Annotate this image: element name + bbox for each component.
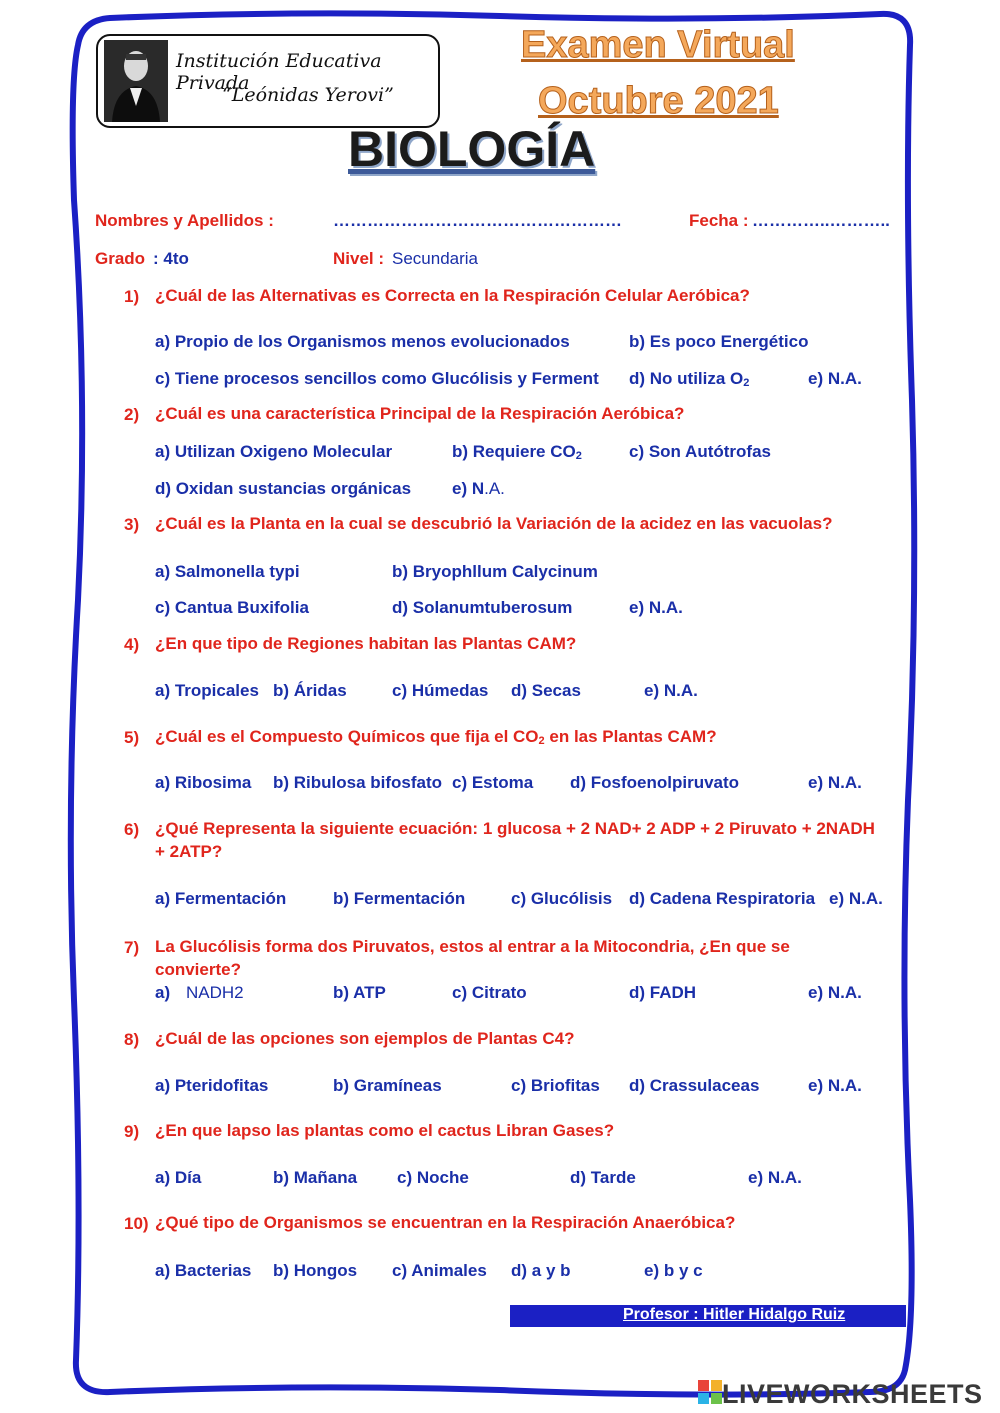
option-a[interactable]: a) Propio de los Organismos menos evolucionados [155, 332, 570, 351]
question-text: ¿Cuál es una característica Principal de la Respiración Aeróbica? [155, 404, 685, 423]
grade-value: : 4to [153, 249, 189, 268]
option-a[interactable]: a) Día [155, 1168, 202, 1187]
option-a-text[interactable]: NADH2 [186, 983, 244, 1002]
date-label: Fecha : [689, 211, 749, 230]
question-text [155, 725, 875, 753]
question-number: 1) [124, 287, 140, 306]
option-b[interactable]: b) Bryophllum Calycinum [392, 562, 598, 581]
option-c[interactable]: c) Glucólisis [511, 889, 613, 908]
exam-title: Examen Virtual [521, 24, 795, 66]
option-d[interactable]: d) Solanumtuberosum [392, 598, 573, 617]
option-c[interactable]: c) Animales [392, 1261, 487, 1280]
subscript: 2 [743, 377, 750, 389]
option-a[interactable]: a) Fermentación [155, 889, 287, 908]
institution-subname: “Leónidas Yerovi” [222, 84, 394, 106]
option-d[interactable] [629, 369, 749, 389]
question-number: 8) [124, 1030, 140, 1049]
option-a[interactable]: a) Utilizan Oxigeno Molecular [155, 442, 393, 461]
option-a[interactable]: a) Salmonella typi [155, 562, 300, 581]
option-d[interactable]: d) Secas [511, 681, 581, 700]
option-a[interactable]: a) Pteridofitas [155, 1076, 269, 1095]
option-d[interactable]: d) Cadena Respiratoria [629, 889, 816, 908]
level-label: Nivel : [333, 249, 385, 268]
option-b[interactable]: b) Mañana [273, 1168, 358, 1187]
option-c[interactable]: c) Estoma [452, 773, 534, 792]
question-number: 10) [124, 1214, 149, 1233]
option-e[interactable]: e) N.A. [629, 598, 683, 617]
question-number: 7) [124, 938, 140, 957]
level-value: Secundaria [392, 249, 479, 268]
question-text: ¿Cuál de las Alternativas es Correcta en la Respiración Celular Aeróbica? [155, 286, 750, 305]
option-c[interactable]: c) Briofitas [511, 1076, 600, 1095]
option-e[interactable]: e) N.A. [748, 1168, 802, 1187]
option-e[interactable]: e) N.A. [829, 889, 883, 908]
question-text: ¿Qué tipo de Organismos se encuentran en la Respiración Anaeróbica? [155, 1213, 736, 1232]
question-text: La Glucólisis forma dos Piruvatos, estos al entrar a la Mitocondria, ¿En que se convierte? [155, 937, 790, 979]
option-e[interactable] [452, 479, 505, 499]
option-e[interactable]: e) b y c [644, 1261, 703, 1280]
option-c[interactable]: c) Cantua Buxifolia [155, 598, 309, 617]
option-e-text: e) N [452, 479, 485, 498]
question-text-part: ¿Cuál es el Compuesto Químicos que fija el CO [155, 727, 539, 746]
option-b-text: b) Requiere CO [452, 442, 576, 461]
option-b[interactable]: b) Es poco Energético [629, 332, 809, 351]
option-c[interactable]: c) Noche [397, 1168, 469, 1187]
option-c[interactable]: c) Son Autótrofas [629, 442, 771, 461]
option-c[interactable]: c) Húmedas [392, 681, 489, 700]
subscript: 2 [538, 735, 545, 747]
question-text-part: en las Plantas CAM? [544, 727, 717, 746]
option-b[interactable]: b) Áridas [273, 681, 347, 700]
question-number: 2) [124, 405, 140, 424]
teacher-name: Profesor : Hitler Hidalgo Ruiz [623, 1306, 846, 1323]
date-blank: …………..……….. [752, 211, 890, 230]
question-number: 6) [124, 820, 140, 839]
option-b[interactable]: b) ATP [333, 983, 386, 1002]
option-e[interactable]: e) N.A. [808, 369, 862, 388]
option-e[interactable]: e) N.A. [808, 1076, 862, 1095]
option-a[interactable]: a) Tropicales [155, 681, 259, 700]
founder-portrait-image [104, 40, 168, 122]
option-d[interactable]: d) Oxidan sustancias orgánicas [155, 479, 412, 498]
subject-title: BIOLOGÍA [348, 121, 596, 177]
question-number: 9) [124, 1122, 140, 1141]
question-number: 4) [124, 635, 140, 654]
option-a[interactable]: a) [155, 983, 171, 1002]
option-b[interactable] [452, 442, 582, 462]
option-b[interactable]: b) Fermentación [333, 889, 466, 908]
watermark-text: LIVEWORKSHEETS [722, 1379, 983, 1409]
liveworksheets-logo-icon [698, 1380, 722, 1404]
question-text: ¿En que tipo de Regiones habitan las Plantas CAM? [155, 634, 577, 653]
question-number: 3) [124, 515, 140, 534]
option-e[interactable]: e) N.A. [644, 681, 698, 700]
option-b[interactable]: b) Gramíneas [333, 1076, 442, 1095]
question-text: ¿Cuál es la Planta en la cual se descubrió la Variación de la acidez en las vacuolas? [155, 514, 833, 533]
name-blank: …………………………………………… [333, 211, 622, 230]
option-d[interactable]: d) Fosfoenolpiruvato [570, 773, 740, 792]
option-c[interactable]: c) Citrato [452, 983, 527, 1002]
option-d[interactable]: d) a y b [511, 1261, 571, 1280]
question-text: ¿En que lapso las plantas como el cactus Libran Gases? [155, 1121, 615, 1140]
option-a[interactable]: a) Ribosima [155, 773, 252, 792]
option-d[interactable]: d) Crassulaceas [629, 1076, 760, 1095]
option-d[interactable]: d) Tarde [570, 1168, 636, 1187]
option-b[interactable]: b) Ribulosa bifosfato [273, 773, 443, 792]
institution-header-box [96, 34, 440, 128]
subscript: 2 [575, 450, 582, 462]
option-b[interactable]: b) Hongos [273, 1261, 358, 1280]
institution-name: Institución Educativa Privada [176, 50, 382, 94]
option-d[interactable]: d) FADH [629, 983, 697, 1002]
exam-date: Octubre 2021 [538, 80, 779, 122]
question-text: ¿Cuál de las opciones son ejemplos de Plantas C4? [155, 1029, 575, 1048]
question-text: ¿Qué Representa la siguiente ecuación: 1 glucosa + 2 NAD+ 2 ADP + 2 Piruvato + 2NADH + 2ATP? [155, 819, 875, 861]
option-e[interactable]: e) N.A. [808, 983, 862, 1002]
grade-label: Grado [95, 249, 146, 268]
option-d-text: d) No utiliza O [629, 369, 744, 388]
option-e-text-light: .A. [484, 479, 505, 498]
option-a[interactable]: a) Bacterias [155, 1261, 252, 1280]
name-label: Nombres y Apellidos : [95, 211, 274, 230]
option-e[interactable]: e) N.A. [808, 773, 862, 792]
option-c[interactable]: c) Tiene procesos sencillos como Glucólisis y Ferment [155, 369, 599, 388]
question-number: 5) [124, 728, 140, 747]
